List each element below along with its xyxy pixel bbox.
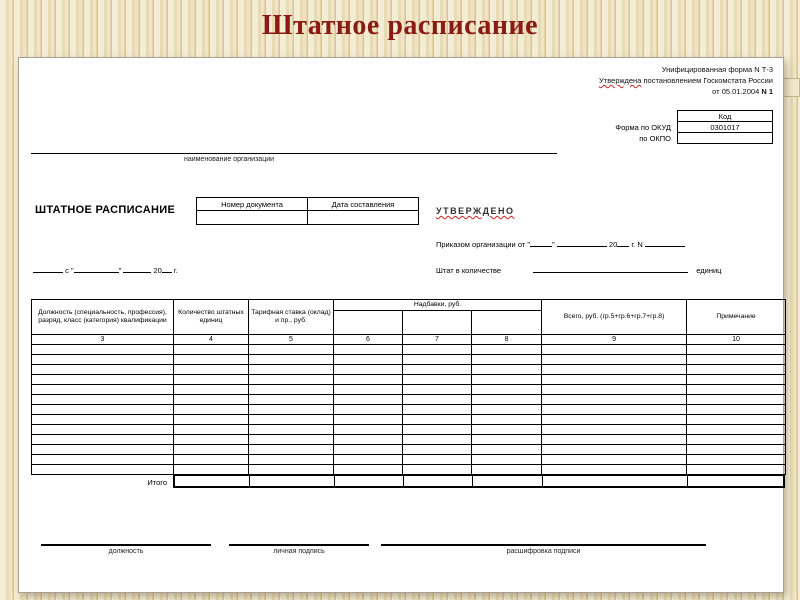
col-allowances-header: Надбавки, руб. [334,300,542,311]
empty-cell [403,385,472,395]
empty-cell [174,375,249,385]
code-boxes [677,110,773,144]
empty-cell [174,345,249,355]
column-numbers-row [32,335,786,345]
empty-cell [334,445,403,455]
empty-cell [472,465,542,475]
empty-cell [334,435,403,445]
empty-cell [403,345,472,355]
empty-cell [472,455,542,465]
empty-cell [687,455,786,465]
blank-line [530,239,552,247]
table-row [32,445,786,455]
blank-line [123,265,151,273]
date-cell [308,211,419,225]
empty-cell [249,465,334,475]
allowance-subcol [334,311,403,335]
totals-cell [175,476,250,486]
empty-cell [542,385,687,395]
okpo-label: по ОКПО [639,134,671,143]
empty-cell [174,385,249,395]
table-row [32,385,786,395]
col-note-header: Примечание [687,300,786,335]
totals-box [173,474,785,488]
empty-cell [472,375,542,385]
col-number: 8 [472,335,542,345]
empty-cell [334,415,403,425]
empty-cell [174,405,249,415]
table-row [32,365,786,375]
empty-cell [403,425,472,435]
form-date: от 05.01.2004 [712,86,760,96]
totals-cell [688,476,783,486]
totals-cell [404,476,473,486]
staffing-table-body [32,345,786,475]
empty-cell [687,355,786,365]
signature-position-block [41,536,211,555]
date-header: Дата составления [308,198,419,211]
period-year: 20 [153,266,162,275]
table-row [32,455,786,465]
period-prefix: с [65,266,69,275]
blank-line [557,239,607,247]
empty-cell [174,415,249,425]
col-number: 3 [32,335,174,345]
empty-cell [542,345,687,355]
okud-value-box: 0301017 [677,121,773,133]
empty-cell [403,455,472,465]
table-row [32,375,786,385]
approved-heading: УТВЕРЖДЕНО [436,206,515,216]
empty-cell [174,395,249,405]
empty-cell [403,365,472,375]
blank-line [617,239,629,247]
empty-cell [472,405,542,415]
empty-cell [334,375,403,385]
approved-rest: постановлением Госкомстата России [641,75,773,85]
empty-cell [249,415,334,425]
empty-cell [542,375,687,385]
empty-cell [32,355,174,365]
doc-number-cell [197,211,308,225]
okpo-value-box [677,132,773,144]
empty-cell [249,345,334,355]
empty-cell [687,405,786,415]
totals-cell [250,476,335,486]
empty-cell [403,395,472,405]
form-number: N 1 [761,86,773,96]
empty-cell [174,455,249,465]
col-number: 4 [174,335,249,345]
slide-title: Штатное расписание [261,10,539,41]
empty-cell [249,355,334,365]
empty-cell [249,435,334,445]
signature-line [229,536,369,546]
quote-mark: " [552,240,555,249]
blank-line [74,265,119,273]
empty-cell [174,425,249,435]
col-number: 5 [249,335,334,345]
period-line [33,265,178,275]
org-name-caption: наименование организации [183,156,275,163]
empty-cell [472,365,542,375]
doc-number-header: Номер документа [197,198,308,211]
quote-mark: " [118,266,122,275]
org-name-line [31,153,557,154]
empty-cell [249,395,334,405]
empty-cell [334,365,403,375]
staffing-table [31,299,786,475]
empty-cell [542,415,687,425]
code-label-box: Код [677,110,773,122]
col-number: 9 [542,335,687,345]
signature-transcript-block [381,536,706,555]
table-row [32,435,786,445]
quote-mark: " [527,240,531,249]
doc-meta-table [196,197,419,225]
order-label: Приказом организации от [436,240,526,249]
staffing-table-wrap [31,299,785,488]
empty-cell [334,465,403,475]
totals-cell [473,476,543,486]
empty-cell [403,445,472,455]
empty-cell [542,355,687,365]
totals-label: Итого [147,478,167,487]
empty-cell [32,435,174,445]
empty-cell [403,465,472,475]
empty-cell [687,385,786,395]
empty-cell [249,455,334,465]
signature-line [41,536,211,546]
empty-cell [249,425,334,435]
okud-label: Форма по ОКУД [615,123,671,132]
empty-cell [542,425,687,435]
empty-cell [542,455,687,465]
empty-cell [542,465,687,475]
col-rate-header: Тарифная ставка (оклад) и пр., руб. [249,300,334,335]
table-row [32,425,786,435]
empty-cell [542,445,687,455]
empty-cell [249,385,334,395]
empty-cell [687,465,786,475]
order-suffix: г. N [631,240,643,249]
empty-cell [687,375,786,385]
signature-transcript-label: расшифровка подписи [506,548,581,555]
empty-cell [32,405,174,415]
empty-cell [334,395,403,405]
form-note-line3 [599,87,773,98]
empty-cell [472,385,542,395]
staff-count-line [436,265,721,275]
form-note [599,65,773,98]
col-count-header: Количество штатных единиц [174,300,249,335]
empty-cell [174,445,249,455]
staff-units: единиц [696,266,722,275]
empty-cell [174,465,249,475]
quote-mark: " [70,266,74,275]
empty-cell [472,395,542,405]
blank-line [533,265,688,273]
empty-cell [403,355,472,365]
form-note-line2 [599,76,773,87]
empty-cell [334,425,403,435]
totals-row [31,475,785,488]
empty-cell [334,345,403,355]
table-row [32,415,786,425]
empty-cell [174,355,249,365]
empty-cell [174,365,249,375]
signature-personal-label: личная подпись [273,548,325,555]
empty-cell [32,385,174,395]
approved-word: Утверждена [599,75,642,85]
table-row [32,405,786,415]
empty-cell [334,355,403,365]
empty-cell [542,435,687,445]
form-note-line1: Унифицированная форма N Т-3 [661,65,773,74]
signature-position-label: должность [108,548,144,555]
form-title: ШТАТНОЕ РАСПИСАНИЕ [35,204,176,216]
signature-line [381,536,706,546]
empty-cell [687,395,786,405]
empty-cell [334,385,403,395]
table-row [32,395,786,405]
empty-cell [472,415,542,425]
empty-cell [249,375,334,385]
totals-cell [543,476,688,486]
empty-cell [472,445,542,455]
empty-cell [687,425,786,435]
empty-cell [403,435,472,445]
empty-cell [249,445,334,455]
empty-cell [542,405,687,415]
period-suffix: г. [173,266,178,275]
empty-cell [687,365,786,375]
empty-cell [32,365,174,375]
empty-cell [32,395,174,405]
empty-cell [32,375,174,385]
signature-personal-block [229,536,369,555]
empty-cell [472,345,542,355]
col-number: 10 [687,335,786,345]
empty-cell [687,445,786,455]
empty-cell [32,345,174,355]
empty-cell [542,395,687,405]
empty-cell [32,455,174,465]
table-row [32,355,786,365]
empty-cell [174,435,249,445]
col-position-header: Должность (специальность, профессия), разряд, класс (категория) квалификации [32,300,174,335]
table-row [32,465,786,475]
blank-line [33,265,63,273]
form-document [18,57,784,593]
col-number: 7 [403,335,472,345]
empty-cell [334,405,403,415]
empty-cell [472,435,542,445]
empty-cell [687,345,786,355]
empty-cell [32,445,174,455]
order-year: 20 [608,240,618,249]
empty-cell [32,415,174,425]
staff-label: Штат в количестве [436,266,502,275]
empty-cell [472,425,542,435]
empty-cell [32,425,174,435]
blank-line [162,265,172,273]
empty-cell [403,375,472,385]
empty-cell [334,455,403,465]
allowance-subcol [403,311,472,335]
empty-cell [687,435,786,445]
empty-cell [403,415,472,425]
order-line [436,239,685,249]
empty-cell [472,355,542,365]
empty-cell [249,365,334,375]
col-total-header: Всего, руб. (гр.5+гр.6+гр.7+гр.8) [542,300,687,335]
allowance-subcol [472,311,542,335]
col-number: 6 [334,335,403,345]
empty-cell [542,365,687,375]
empty-cell [32,465,174,475]
blank-line [645,239,685,247]
totals-cell [335,476,404,486]
table-row [32,345,786,355]
empty-cell [687,415,786,425]
empty-cell [249,405,334,415]
empty-cell [403,405,472,415]
